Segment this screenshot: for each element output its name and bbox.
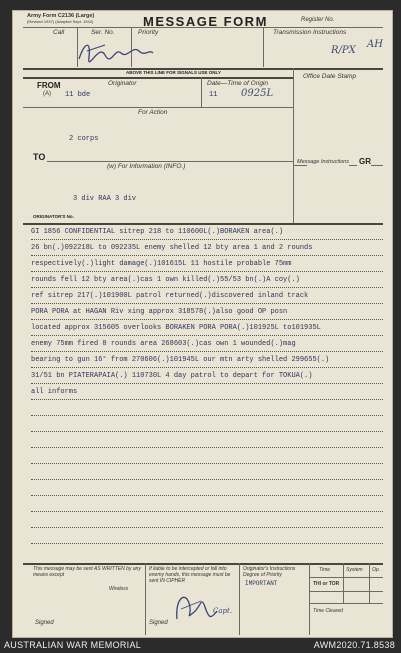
date-value: 11 — [209, 91, 218, 99]
message-form-paper — [12, 10, 393, 638]
office-date-stamp-label: Office Date Stamp — [303, 73, 357, 80]
message-body-line: PORA PORA at HAGAN Riv xing approx 318578(.)also good OP posn — [31, 308, 288, 316]
signed-rank: Capt. — [213, 607, 233, 615]
for-information-value: 3 div RAA 3 div — [73, 195, 137, 203]
time-label: Time — [319, 567, 331, 573]
op-label: Op. — [372, 567, 381, 573]
system-label: System — [346, 567, 363, 573]
priority-label: Priority — [138, 29, 159, 36]
message-body-line: GI 1856 CONFIDENTIAL sitrep 218 to 110600L(.)BORAKEN area(.) — [31, 228, 284, 236]
message-body-line: enemy 75mm fired 8 rounds area 268603(.)cas own 1 wounded(.)mag — [31, 340, 296, 348]
archive-reference: AWM2020.71.8538 — [313, 640, 395, 650]
originators-no-label: ORIGINATOR'S No. — [33, 214, 74, 219]
message-body-line: 31/51 bn PIATERAPAIA(.) 110730L 4 day patrol to depart for TOKUA(.) — [31, 372, 313, 380]
message-body-line: bearing to gun 16° from 270606(.)101945L our mtn arty shelled 299655(.) — [31, 356, 330, 364]
handwritten-signature-top — [75, 37, 155, 67]
thi-or-tor-label: THI or TOR — [313, 581, 340, 587]
wireless-label: Wireless — [109, 586, 129, 592]
message-body-line: located approx 315605 overlooks BORAKEN PORA PORA(.)101925L to101935L — [31, 324, 321, 332]
gr-label: GR — [359, 157, 371, 166]
message-body-line: respectively(.)light damage(.)101615L 11 hostile probable 75mm — [31, 260, 292, 268]
message-instructions-label: Message Instructions — [297, 159, 349, 165]
archive-institution: AUSTRALIAN WAR MEMORIAL — [4, 640, 142, 650]
transmission-handwritten-note: R/PX — [331, 45, 356, 56]
call-label: Call — [53, 29, 65, 36]
signed-label-right: Signed — [149, 620, 168, 626]
message-body-line: ref sitrep 217(.)101900L patrol returned(.)discovered inland track — [31, 292, 309, 300]
to-label: TO — [33, 152, 46, 162]
for-information-label: (w) For Information (INFO.) — [107, 163, 186, 170]
transmission-handwritten-note-2: AH — [367, 39, 383, 50]
army-form-revision: (Revised 1937) (Adapted Sept. 1942) — [27, 19, 94, 24]
message-body-line: 26 bn(.)092218L to 092235L enemy shelled 12 bty area 1 and 2 rounds — [31, 244, 313, 252]
originator-instructions-label: Originator's Instructions Degree of Priority — [243, 566, 296, 578]
transmission-instructions-label: Transmission Instructions — [273, 29, 347, 36]
message-body-line: all informs — [31, 388, 78, 396]
message-body-line: rounds fell 12 bty area(.)cas 1 own killed(.)55/53 bn(.)A coy(.) — [31, 276, 300, 284]
time-cleared-label: Time Cleared — [313, 608, 343, 614]
date-time-label: Date—Time of Origin — [207, 80, 268, 87]
from-sub-label: (A) — [43, 91, 51, 97]
ser-no-label: Ser. No. — [91, 29, 115, 36]
time-of-origin-value: 0925L — [241, 88, 274, 99]
handwritten-signature-bottom — [171, 589, 221, 625]
from-label: FROM — [37, 81, 61, 90]
army-form-number: Army Form C2136 (Large) — [27, 13, 95, 19]
register-no-label: Register No. — [301, 17, 335, 23]
originator-priority-value: IMPORTANT — [245, 580, 278, 587]
for-action-label: For Action — [138, 109, 168, 116]
for-action-value: 2 corps — [69, 135, 99, 143]
form-title: MESSAGE FORM — [143, 14, 268, 29]
originator-value: 11 bde — [65, 91, 91, 99]
signals-use-only-label: ABOVE THIS LINE FOR SIGNALS USE ONLY — [126, 70, 221, 75]
as-written-notice: This message may be sent AS WRITTEN by any means except — [33, 566, 141, 578]
originator-label: Originator — [108, 80, 137, 87]
cipher-notice: If liable to be intercepted or fall into enemy hands, this message must be sent IN CIPHER — [149, 566, 231, 584]
signed-label-left: Signed — [35, 620, 54, 626]
